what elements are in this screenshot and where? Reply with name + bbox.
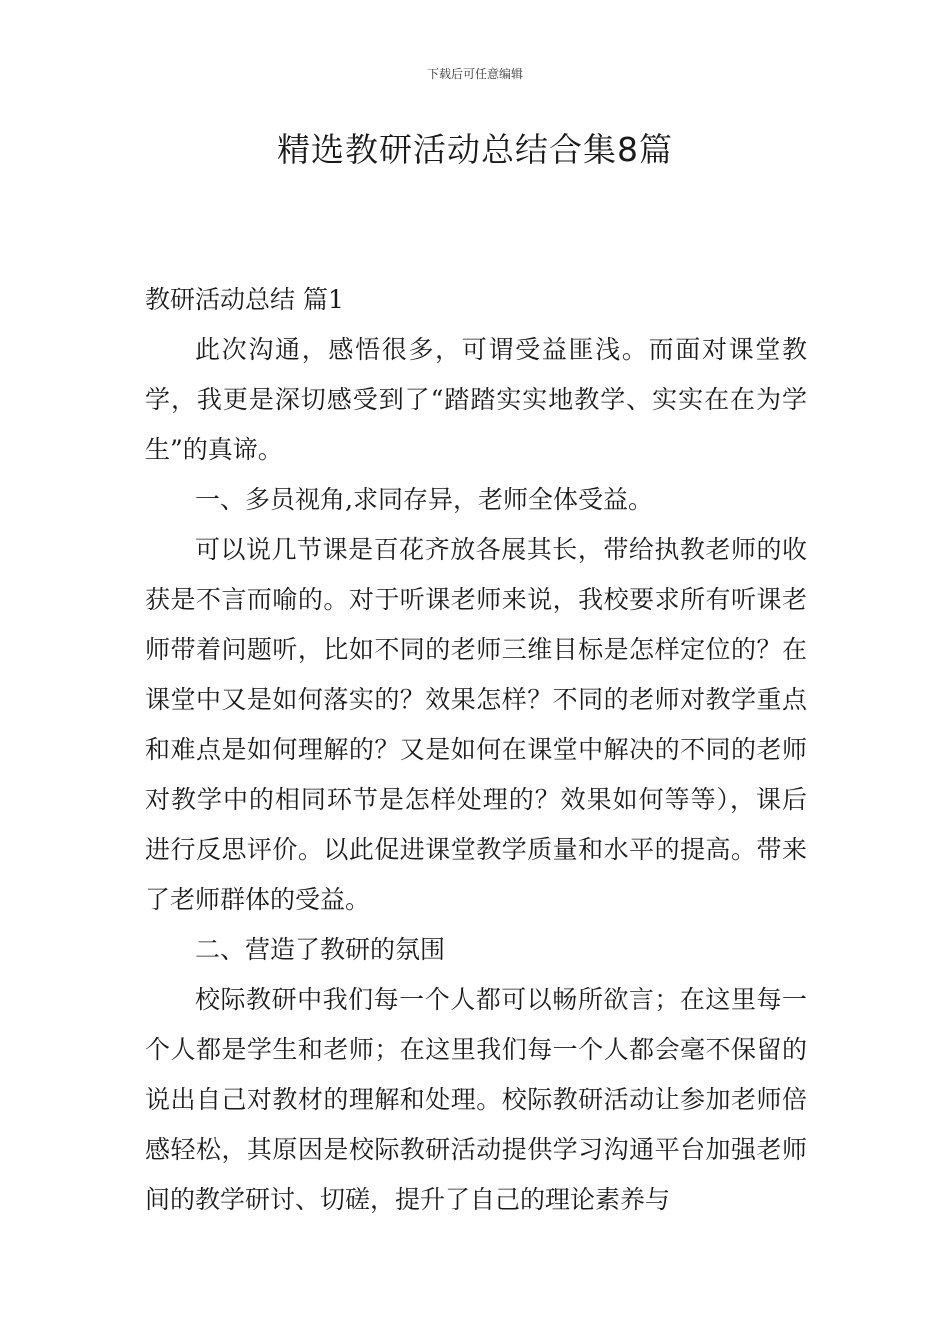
paragraph-observation: 可以说几节课是百花齐放各展其长，带给执教老师的收获是不言而喻的。对于听课老师来说，我校要求所有听课老师带着问题听，比如不同的老师三维目标是怎样定位的？在课堂中又是如何落实的？效果怎样？不同的老师对教学重点和难点是如何理解的？又是如何在课堂中解决的不同的老师对教学中的相同环节是怎样处理的？效果如何等等），课后进行反思评价。以此促进课堂教学质量和水平的提高。带来了老师群体的受益。 [145, 535, 807, 914]
subheading-two: 二、营造了教研的氛围 [195, 935, 446, 964]
document-title: 精选教研活动总结合集8篇 [277, 130, 673, 169]
section-heading: 教研活动总结 篇1 [145, 285, 344, 314]
header-note: 下载后可任意编辑 [426, 67, 523, 81]
subheading-one: 一、多员视角,求同存异，老师全体受益。 [195, 485, 653, 514]
paragraph-intro: 此次沟通，感悟很多，可谓受益匪浅。而面对课堂教学，我更是深切感受到了“踏踏实实地教学、实实在在为学生”的真谛。 [145, 335, 807, 464]
document-body [145, 275, 807, 1225]
paragraph-atmosphere: 校际教研中我们每一个人都可以畅所欲言；在这里每一个人都是学生和老师；在这里我们每一个人都会毫不保留的说出自己对教材的理解和处理。校际教研活动让参加老师倍感轻松，其原因是校际教研活动提供学习沟通平台加强老师间的教学研讨、切磋，提升了自己的理论素养与 [145, 985, 807, 1214]
